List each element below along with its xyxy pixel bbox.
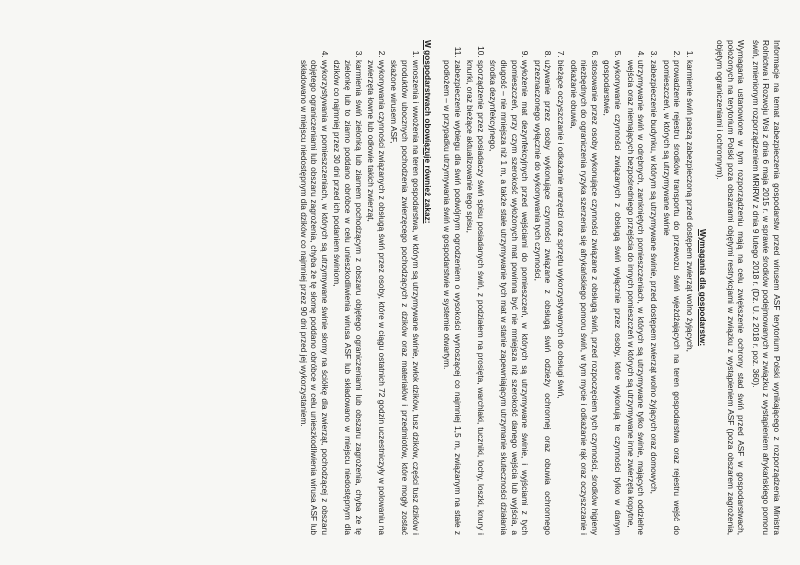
requirement-item: 6. stosowanie przez osoby wykonujące czynności związane z obsługą świń, przed rozpoczęciem tych czynności, środków higieny niezbędnych do ograniczenia ryzyka szerzenia się afrykańskiego pomoru świń, w tym mycie i odkażanie rąk oraz oczyszczanie i odkażanie obuwia, [568, 60, 600, 535]
requirement-item: 7. bieżące oczyszczanie i odkażanie narzędzi oraz sprzętu wykorzystywanych do obsługi świń, [555, 60, 566, 535]
requirement-item: 4. utrzymywanie świń w odrębnych, zamkniętych pomieszczeniach, w których są utrzymywane tylko świnie, mających oddzielne wejścia oraz niemających bezpośredniego przejścia do innych pomieszczeń w których są utrzymywane inne zwierzęta kopytne, [625, 60, 646, 535]
requirements-list [441, 40, 694, 535]
prohibition-item: 3. karmienia świń zielonką lub ziarnem pochodzącym z obszaru objętego ograniczeniami lub obszaru zagrożenia, chyba że tę zielonkę lub to ziarno poddano obróbce w celu unieszkodliwienia wirusa ASF lub składowano w miejscu niedostępnym dla dzików co najmniej przez 30 dni przed ich podaniem świniom, [332, 60, 364, 535]
requirement-item: 9. wyłożenie mat dezynfekcyjnych przed wejściami do pomieszczeń, w których są utrzymywane świnie, i wyjściami z tych pomieszczeń, przy czym szerokość wyłożonych mat powinna być nie mniejsza niż szerokość danego wejścia lub wyjścia, a długość – nie mniejsza niż 1 m, a także stałe utrzymywanie tych mat w stanie zapewniającym utrzymanie skuteczności działania środka dezynfekcyjnego, [488, 60, 530, 535]
header-paragraph: Informacje na temat zabezpieczenia gospodarstw przed wirusem ASF terytorium Polski wynikającego z rozporządzenia Ministra Rolnictwa i Rozwoju Wsi z dnia 6 maja 2015 r. w sprawie środków podejmowanych w związku z wystąpieniem afrykańskiego pomoru świń, zmienionym rozporządzeniem MRiRW z dnia 9 lutego 2018 r. (Dz. U. z 2018 r. poz. 360). [750, 40, 782, 535]
requirement-item: 10. sporządzenie przez posiadaczy świń spisu posiadanych świń, z podziałem na prosięta, warchlaki, tuczniki, lochy, loszki, knury i knurki, oraz bieżące aktualizowanie tego spisu, [465, 60, 486, 535]
requirement-item: 2. prowadzenie rejestru środków transportu do przewozu świń wjeżdżających na teren gospodarstwa oraz rejestru wejść do pomieszczeń, w których są utrzymywane świnie [661, 60, 682, 535]
section-title-requirements: Wymagania dla gospodarstw: [698, 229, 709, 346]
requirement-item: 3. zabezpieczenie budynku, w którym są utrzymywane świnie, przed dostępem zwierząt wolno żyjących oraz domowych, [648, 60, 659, 535]
requirement-item: 1. karmienie świń paszą zabezpieczoną przed dostępem zwierząt wolno żyjących, [684, 60, 695, 535]
section-title-prohibitions: W gospodarstwach obowiązuje również zakaz: [423, 40, 434, 224]
prohibition-item: 2. wykonywania czynności związanych z obsługą świń przez osoby, które w ciągu ostatnich 72 godzin uczestniczyły w polowaniu na zwierzęta łowne lub odłowie takich zwierząt, [366, 60, 387, 535]
intro-paragraph: Wymagania ustanowione w tym rozporządzeniu mają na celu zwiększenie ochrony stad świń przed ASF w gospodarstwach, położonych na terytorium Polski poza obszarami objętymi restrykcjami w związku z wystąpieniem ASF (poza obszarem zagrożenia, objętym ograniczeniami i ochronnym). [714, 40, 747, 535]
prohibitions-list [298, 40, 421, 535]
prohibition-item: 1. wnoszenia i wwożenia na teren gospodarstwa, w którym są utrzymywane świnie, zwłok dzików, tusz dzików, części tusz dzików i produktów ubocznych pochodzenia zwierzęcego pochodzących z dzików oraz materiałów i przedmiotów, które mogły zostać skażone wirusem ASF, [389, 60, 421, 535]
requirement-item: 11. zabezpieczenie wybiegu dla świń podwójnym ogrodzeniem o wysokości wynoszącej co najmniej 1,5 m, związanym na stałe z podłożem – w przypadku utrzymywania świń w gospodarstwie w systemie otwartym. [441, 60, 462, 535]
prohibition-item: 4. wykorzystywania w pomieszczeniach, w których są utrzymywane świnie słomy na ściółkę dla zwierząt, pochodzącej z obszaru objętego ograniczeniami lub obszaru zagrożenia, chyba że tę słomę poddano obróbce w celu unieszkodliwienia wirusa ASF lub składowano w miejscu niedostępnym dla dzików co najmniej przez 90 dni przed jej wykorzystaniem. [298, 60, 330, 535]
requirement-item: 8. używanie przez osoby wykonujące czynności związane z obsługą świń odzieży ochronnej oraz obuwia ochronnego przeznaczonego wyłącznie do wykonywania tych czynności, [532, 60, 553, 535]
requirement-item: 5. wykonywanie czynności związanych z obsługą świń wyłącznie przez osoby, które wykonują te czynności tylko w danym gospodarstwie, [602, 60, 623, 535]
